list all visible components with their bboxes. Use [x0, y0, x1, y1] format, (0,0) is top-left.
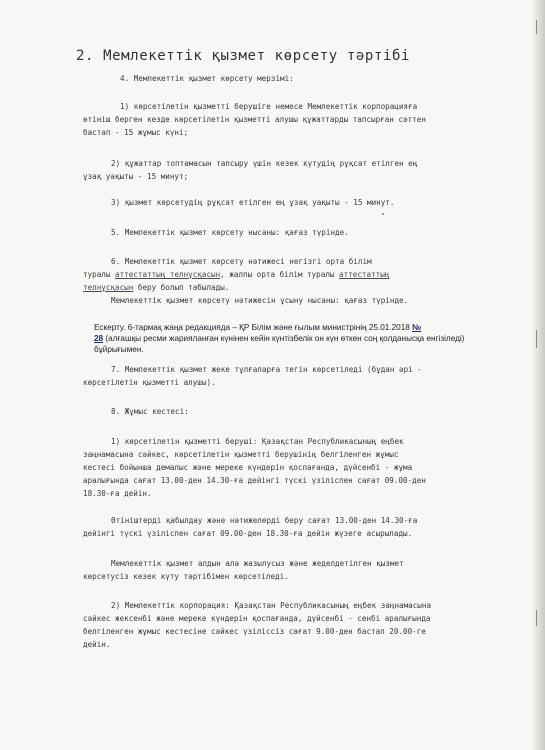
item7-line2: көрсетілетін қызметті алушы). — [83, 378, 216, 387]
item8-sub1-line3: кестесі бойынша демалыс және мереке күндерін қоспағанда, дүйсенбі - жұма — [83, 463, 413, 472]
note-text: (алғашқы ресми жарияланған күнінен кейін күнтізбелік он күн өткен соң қолданысқа енгізіледі) — [103, 334, 465, 343]
item8-sub1-line1: 1) көрсетілетін қызметті беруші: Қазақстан Республикасының еңбек — [111, 437, 404, 446]
certificate-link-2[interactable]: аттестаттың — [339, 270, 390, 279]
item6-text: беру болып табылады. — [133, 283, 230, 292]
item6-line1: 6. Мемлекеттік қызмет көрсету нәтижесі негізгі орта білім — [111, 257, 372, 266]
item6-text: , жалпы орта білім туралы — [220, 270, 340, 279]
item8-sub2-line2: сәйкес жексенбі және мереке күндерін қоспағанда, дүйсенбі - сенбі аралығында — [83, 614, 431, 623]
amendment-note-line3: бұйрығымен. — [94, 345, 144, 354]
item4-sub2-line1: 2) құжаттар топтамасын тапсыру үшін кезек күтудің рұқсат етілген ең — [111, 159, 418, 168]
item8-para2-line1: Өтініштерді қабылдау және нәтижелерді беру сағат 13.00-ден 14.30-ға — [111, 516, 418, 525]
item8-sub2-line1: 2) Мемлекеттік корпорация: Қазақстан Республикасының еңбек заңнамасына — [111, 601, 432, 610]
item8-para3-line2: көрсетусіз кезек күту тәртібімен көрсетіледі. — [83, 572, 289, 581]
item8-sub2-line3: белгіленген жұмыс кестесіне сәйкес үзіліссіз сағат 9.00-ден бастап 20.00-ге — [83, 627, 426, 636]
item7-line1: 7. Мемлекеттік қызмет жеке тұлғаларға тегін көрсетіледі (бұдан әрі - — [111, 365, 422, 374]
item6-line3 — [83, 281, 229, 294]
order-number-link[interactable]: № — [412, 323, 422, 332]
item8-sub1-line2: заңнамасына сәйкес, көрсетілетін қызметті берушінің белгіленген жұмыс — [83, 450, 399, 459]
amendment-note-line1 — [94, 322, 421, 333]
scan-mark — [536, 610, 537, 626]
item4-sub1-line3: бастап - 15 жұмыс күні; — [83, 128, 189, 137]
scan-mark — [536, 330, 537, 348]
item6-line4: Мемлекеттік қызмет көрсету нәтижесін ұсыну нысаны: қағаз түрінде. — [111, 296, 409, 305]
item8-para3-line1: Мемлекеттік қызмет алдын ала жазылусыз және жеделдетілген қызмет — [111, 559, 404, 568]
item4-sub2-line2: ұзақ уақыты - 15 минут; — [83, 172, 189, 181]
item8-title: 8. Жұмыс кестесі: — [111, 407, 189, 416]
item8-para2-line2: дейінгі түскі үзіліспен сағат 09.00-ден 18.30-ға дейін жүзеге асырылады. — [83, 529, 413, 538]
item8-sub1-line5: 18.30-ға дейін. — [83, 489, 152, 498]
item8-sub2-line4: дейін. — [83, 640, 111, 649]
order-number-link-28[interactable]: 28 — [94, 334, 104, 343]
scan-speck — [382, 213, 384, 215]
item4-sub3: 3) қызмет көрсетудің рұқсат етілген ең ұзақ уақыты - 15 минут. — [111, 198, 395, 207]
certificate-link-3[interactable]: телнұсқасын — [83, 283, 134, 292]
item6-line2 — [83, 268, 389, 281]
item5: 5. Мемлекеттік қызмет көрсету нысаны: қағаз түрінде. — [111, 228, 349, 237]
note-text: Ескерту. 6-тармақ жаңа редакцияда – ҚР Білім және ғылым министрінің 25.01.2018 — [94, 323, 413, 332]
item6-text: туралы — [83, 270, 116, 279]
certificate-link-1[interactable]: аттестаттың телнұсқасын — [115, 270, 221, 279]
page-edge-shadow — [531, 0, 545, 750]
section-heading: 2. Мемлекеттік қызмет көрсету тәртібі — [76, 48, 411, 64]
scan-mark — [536, 20, 537, 34]
item4-sub1-line2: өтініш берген кезде көрсетілетін қызметті алушы құжаттарды тапсырған сәттен — [83, 115, 426, 124]
item4-title: 4. Мемлекеттік қызмет көрсету мерзімі: — [120, 74, 294, 83]
item8-sub1-line4: аралығында сағат 13.00-ден 14.30-ға дейінгі түскі үзіліспен сағат 09.00-ден — [83, 476, 426, 485]
amendment-note-line2 — [94, 333, 464, 344]
item4-sub1-line1: 1) көрсетілетін қызметті берушіге немесе Мемлекеттік корпорацияға — [120, 102, 418, 111]
